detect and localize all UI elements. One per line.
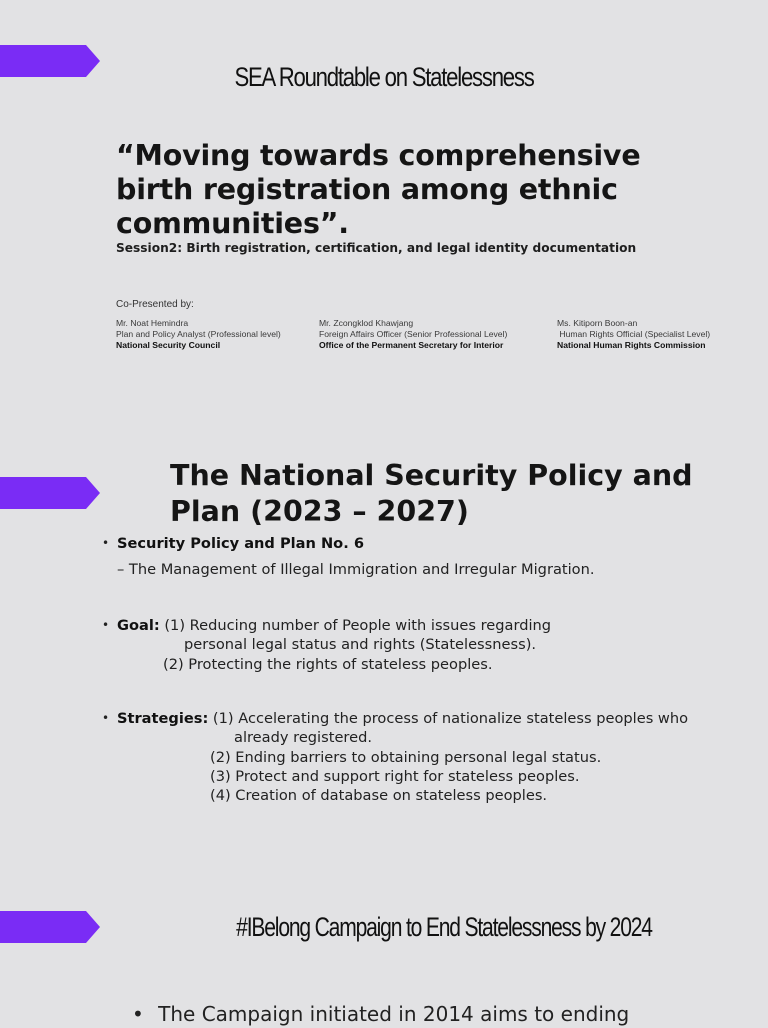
strategy-line: (4) Creation of database on stateless peoples. (210, 787, 548, 805)
campaign-text: The Campaign initiated in 2014 aims to ending (158, 1002, 630, 1026)
bullet-dot: • (102, 618, 110, 632)
strategy-line: (2) Ending barriers to obtaining personal legal status. (210, 748, 602, 766)
presenter-2 (319, 318, 507, 351)
strategy-line: (3) Protect and support right for stateless peoples. (210, 767, 580, 785)
presenter-position: Human Rights Official (Specialist Level) (557, 329, 711, 339)
presenter-3 (557, 318, 710, 351)
presenter-name: Mr. Zcongklod Khawjang (319, 318, 414, 328)
slide-1-header: SEA Roundtable on Statelessness (234, 62, 534, 92)
policy-heading: Security Policy and Plan No. 6 (117, 535, 364, 552)
presenter-org: Office of the Permanent Secretary for Interior (319, 340, 504, 350)
presenter-org: National Human Rights Commission (557, 340, 706, 350)
goal-line: (1) Reducing number of People with issues regarding (159, 617, 552, 634)
goal-line: personal legal status and rights (Statelessness). (184, 636, 537, 654)
copresented-label: Co-Presented by: (116, 299, 194, 310)
strategy-line: already registered. (234, 729, 372, 747)
goal-bullet (102, 616, 742, 674)
bullet-dot: • (102, 711, 110, 725)
presenter-name: Mr. Noat Hemindra (116, 318, 189, 328)
bullet-dot: • (102, 536, 110, 550)
accent-tab-3 (0, 911, 100, 943)
campaign-header: #IBelong Campaign to End Statelessness by 2024 (236, 912, 652, 942)
strategies-label: Strategies: (117, 710, 209, 727)
strategy-line: (1) Accelerating the process of nationalize stateless peoples who (208, 710, 689, 727)
policy-plan-title: The National Security Policy and Plan (2023 – 2027) (170, 459, 693, 528)
strategies-bullet (102, 709, 742, 805)
policy-bullet (102, 534, 742, 580)
presenter-org: National Security Council (116, 340, 221, 350)
accent-tab-2 (0, 477, 100, 509)
presenter-position: Foreign Affairs Officer (Senior Professional Level) (319, 329, 508, 339)
bullet-dot: • (132, 1002, 144, 1026)
policy-sub: – The Management of Illegal Immigration and Irregular Migration. (117, 561, 595, 579)
goal-label: Goal: (117, 617, 160, 634)
main-title: “Moving towards comprehensive birth registration among ethnic communities”. (116, 139, 641, 240)
presenter-position: Plan and Policy Analyst (Professional level) (116, 329, 281, 339)
presenter-1 (116, 318, 281, 351)
session-subtitle: Session2: Birth registration, certification, and legal identity documentation (116, 241, 637, 255)
presenter-name: Ms. Kitiporn Boon-an (557, 318, 638, 328)
goal-line: (2) Protecting the rights of stateless peoples. (163, 655, 493, 673)
